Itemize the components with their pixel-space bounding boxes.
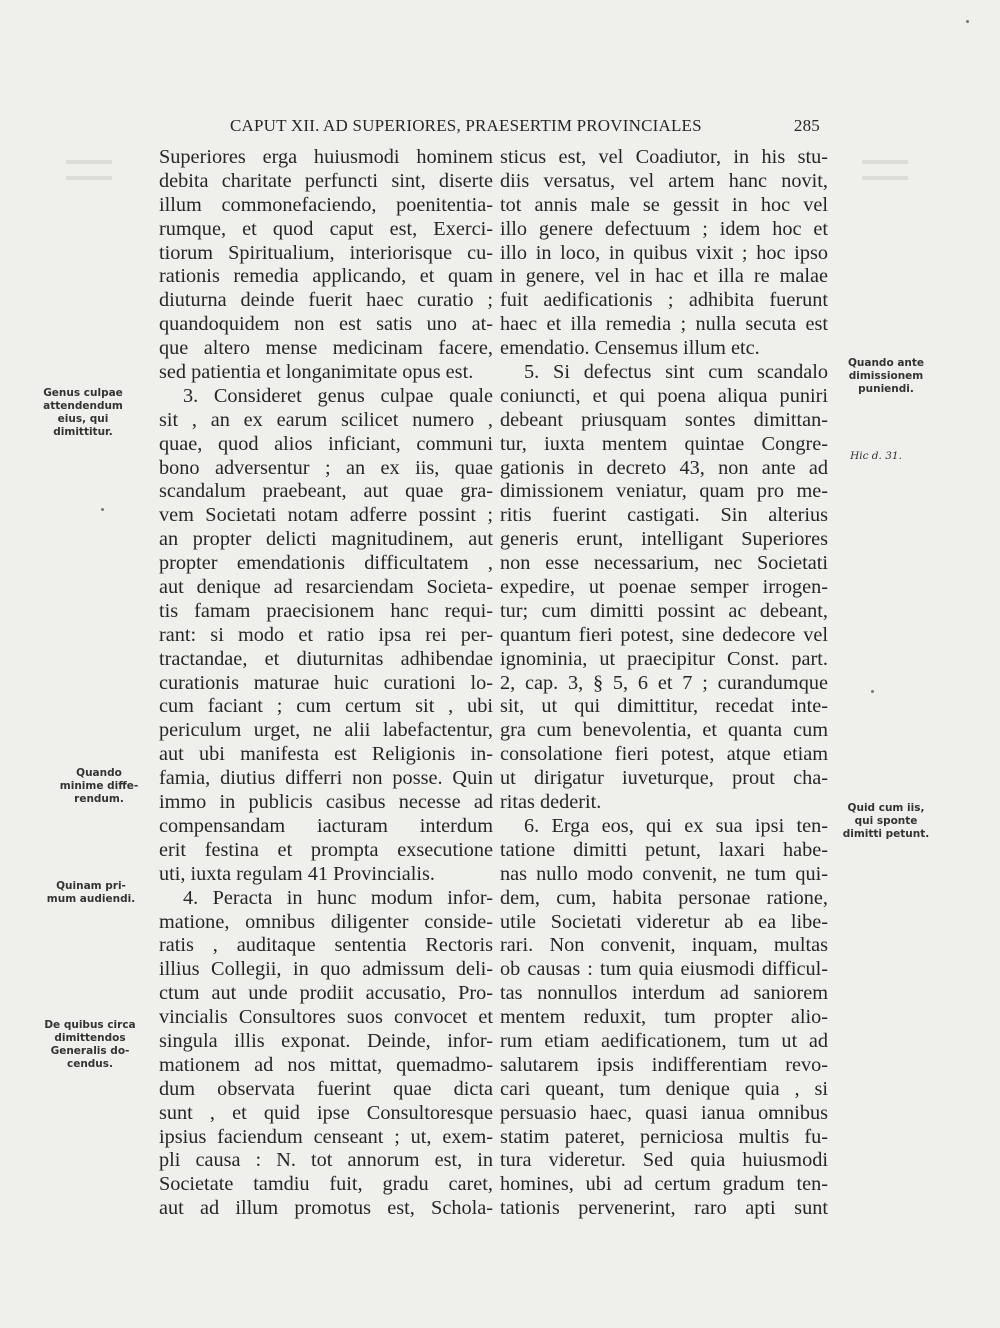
margin-note-line: Genus culpae xyxy=(43,387,123,399)
text-line: ritis fuerint castigati. Sin alterius xyxy=(500,504,828,527)
text-line: curationis maturae huic curationi lo- xyxy=(159,671,493,694)
margin-note-line: dimittendos xyxy=(54,1032,126,1044)
text-line: vincialis Consultores suos convocet et xyxy=(159,1006,493,1029)
text-line: debeant priusquam sontes dimittan- xyxy=(500,408,828,431)
text-line: utile Societati videretur ab ea libe- xyxy=(500,910,828,933)
text-line: 4. Peracta in hunc modum infor- xyxy=(183,886,493,909)
text-line: rant: si modo et ratio ipsa rei per- xyxy=(159,623,493,646)
margin-note-line: rendum. xyxy=(74,793,124,805)
text-line: aut ad illum promotus est, Schola- xyxy=(159,1197,493,1220)
margin-note-line: minime diffe- xyxy=(59,780,139,792)
margin-note-line: qui sponte xyxy=(854,815,918,827)
text-line: 5. Si defectus sint cum scandalo xyxy=(524,361,828,384)
text-line: 6. Erga eos, qui ex sua ipsi ten- xyxy=(524,814,828,837)
text-line: illo genere defectuum ; idem hoc et xyxy=(500,217,828,240)
text-line: fuit aedificationis ; adhibita fuerunt xyxy=(500,289,828,312)
margin-note-left-2 xyxy=(44,767,154,806)
text-line: tur; cum dimitti possint ac debeant, xyxy=(500,599,828,622)
text-line: tractandae, et diuturnitas adhibendae xyxy=(159,647,493,670)
text-line: quae, quod alios inficiant, communi xyxy=(159,432,493,455)
text-line: homines, ubi ad certum gradum ten- xyxy=(500,1173,828,1196)
text-line: periculum urget, ne alii labefactentur, xyxy=(159,719,493,742)
text-line: tiorum Spiritualium, interiorisque cu- xyxy=(159,241,493,264)
text-line: sunt , et quid ipse Consultoresque xyxy=(159,1101,493,1124)
text-line: nas nullo modo convenit, ne tum qui- xyxy=(500,862,828,885)
text-line: rumque, et quod caput est, Exerci- xyxy=(159,217,493,240)
text-line: compensandam iacturam interdum xyxy=(159,814,493,837)
margin-note-line: cendus. xyxy=(66,1058,114,1070)
text-line: pli causa : N. tot annorum est, in xyxy=(159,1149,493,1172)
running-head-title: CAPUT XII. AD SUPERIORES, PRAESERTIM PROVINCIALES xyxy=(230,116,702,135)
text-line: illum commonefaciendo, poenitentia- xyxy=(159,193,493,216)
text-line: consolatione fieri potest, atque etiam xyxy=(500,743,828,766)
text-line: in genere, vel in hac et illa re malae xyxy=(500,265,828,288)
text-line: debita charitate perfuncti sint, diserte xyxy=(159,169,493,192)
text-line: singula illis exponat. Deinde, infor- xyxy=(159,1029,493,1052)
text-line: mentem reduxit, tum propter alio- xyxy=(500,1006,828,1029)
page-number: 285 xyxy=(793,116,820,135)
text-line: ut dirigatur iuveturque, prout cha- xyxy=(500,767,828,790)
margin-note-line: De quibus circa xyxy=(44,1019,136,1031)
margin-note-line: Hic d. 31. xyxy=(850,450,902,462)
margin-note-line: attendendum xyxy=(43,400,123,412)
margin-note-right-1 xyxy=(836,357,936,396)
left-text-column xyxy=(159,146,493,1221)
ink-speck xyxy=(966,20,969,23)
text-line: an propter delicti magnitudinem, aut xyxy=(159,528,493,551)
text-line: dimissionem veniatur, quam pro me- xyxy=(500,480,828,503)
text-line: quantum fieri potest, sine dedecore vel xyxy=(500,623,828,646)
text-line: ctum aut unde prodiit accusatio, Pro- xyxy=(159,982,493,1005)
text-line: erit festina et prompta exsecutione xyxy=(159,838,493,861)
text-line: sticus est, vel Coadiutor, in his stu- xyxy=(500,146,828,168)
text-line: rari. Non convenit, inquam, multas xyxy=(500,934,828,957)
text-line: que altero mense medicinam facere, xyxy=(159,337,493,360)
text-line: dum observata fuerint quae dicta xyxy=(159,1077,493,1100)
text-line: cum faciant ; cum certum sit , ubi xyxy=(159,695,493,718)
text-line: rationis remedia applicando, et quam xyxy=(159,265,493,288)
margin-note-left-3 xyxy=(36,880,146,906)
text-line: quandoquidem non est satis uno at- xyxy=(159,313,493,336)
text-line: non esse necessarium, nec Societati xyxy=(500,552,828,575)
text-line: scandalum praebeant, aut quae gra- xyxy=(159,480,493,503)
show-through-mark xyxy=(862,176,908,180)
text-line: tis famam praecisionem hanc requi- xyxy=(159,599,493,622)
text-line: bono adversentur ; an ex iis, quae xyxy=(159,456,493,479)
text-line: salutarem ipsis indifferentiam revo- xyxy=(500,1053,828,1076)
right-text-column xyxy=(500,146,828,1221)
text-line: expedire, ut poenae semper irrogen- xyxy=(500,576,828,599)
margin-note-line: mum audiendi. xyxy=(46,893,136,905)
margin-note-right-2 xyxy=(836,450,916,463)
text-line: dem, cum, habita personae ratione, xyxy=(500,886,828,909)
text-line: vem Societati notam adferre possint ; xyxy=(159,504,493,527)
text-line: diuturna deinde fuerit haec curatio ; xyxy=(159,289,493,312)
text-line: immo in publicis casibus necesse ad xyxy=(159,791,493,814)
text-line: rum etiam aedificationem, tum ut ad xyxy=(500,1029,828,1052)
running-head xyxy=(230,116,830,142)
text-line: illo in loco, in quibus vixit ; hoc ipso xyxy=(500,241,828,264)
margin-note-line: dimittitur. xyxy=(53,426,113,438)
text-line: tura videretur. Sed quia huiusmodi xyxy=(500,1149,828,1172)
text-line: sit , an ex earum scilicet numero , xyxy=(159,408,493,431)
margin-note-left-4 xyxy=(26,1019,154,1071)
text-line: mationem ad nos mittat, quemadmo- xyxy=(159,1053,493,1076)
text-line: emendatio. Censemus illum etc. xyxy=(500,337,760,360)
text-line: Superiores erga huiusmodi hominem xyxy=(159,146,493,168)
margin-note-line: dimitti petunt. xyxy=(842,828,930,840)
margin-note-line: Generalis do- xyxy=(50,1045,130,1057)
margin-note-line: dimissionem xyxy=(848,370,924,382)
text-line: ignominia, ut praecipitur Const. part. xyxy=(500,647,828,670)
text-line: ob causas : tum quia eiusmodi difficul- xyxy=(500,958,828,981)
text-line: gra cum benevolentia, et quanta cum xyxy=(500,719,828,742)
text-line: coniuncti, et qui poena aliqua puniri xyxy=(500,384,828,407)
ink-speck xyxy=(101,508,104,511)
ink-speck xyxy=(871,690,874,693)
text-line: famia, diutius differri non posse. Quin xyxy=(159,767,493,790)
text-line: ritas dederit. xyxy=(500,791,602,814)
text-line: cari queant, tum denique quia , si xyxy=(500,1077,828,1100)
margin-note-line: Quinam pri- xyxy=(56,880,126,892)
margin-note-line: eius, qui xyxy=(57,413,109,425)
margin-note-line: Quid cum iis, xyxy=(847,802,925,814)
text-line: illius Collegii, in quo admissum deli- xyxy=(159,958,493,981)
text-line: ratis , auditaque sententia Rectoris xyxy=(159,934,493,957)
text-line: tationis pervenerint, raro apti sunt xyxy=(500,1197,828,1220)
text-line: uti, iuxta regulam 41 Provincialis. xyxy=(159,862,436,885)
text-line: propter emendationis difficultatem , xyxy=(159,552,493,575)
text-line: Societate tamdiu fuit, gradu caret, xyxy=(159,1173,493,1196)
text-line: 3. Consideret genus culpae quale xyxy=(183,384,493,407)
text-line: tatione dimitti petunt, laxari habe- xyxy=(500,838,828,861)
text-line: persuasio haec, quasi ianua omnibus xyxy=(500,1101,828,1124)
text-line: tot annis male se gessit in hoc vel xyxy=(500,193,828,216)
text-line: aut denique ad resarciendam Societa- xyxy=(159,576,493,599)
margin-note-right-3 xyxy=(836,802,936,841)
text-line: 2, cap. 3, § 5, 6 et 7 ; curandumque xyxy=(500,671,828,694)
show-through-mark xyxy=(862,160,908,164)
margin-note-line: Quando ante xyxy=(847,357,925,369)
text-line: gationis in decreto 43, non ante ad xyxy=(500,456,828,479)
text-line: aut ubi manifesta est Religionis in- xyxy=(159,743,493,766)
text-line: matione, omnibus diligenter conside- xyxy=(159,910,493,933)
show-through-mark xyxy=(66,176,112,180)
margin-note-left-1 xyxy=(28,387,138,439)
text-line: generis erunt, intelligant Superiores xyxy=(500,528,828,551)
text-line: ipsius faciendum censeant ; ut, exem- xyxy=(159,1125,493,1148)
show-through-mark xyxy=(66,160,112,164)
text-line: haec et illa remedia ; nulla secuta est xyxy=(500,313,828,336)
text-line: sit, ut qui dimittitur, recedat inte- xyxy=(500,695,828,718)
text-line: tas nonnullos interdum ad saniorem xyxy=(500,982,828,1005)
text-line: tur, iuxta mentem quintae Congre- xyxy=(500,432,828,455)
text-line: sed patientia et longanimitate opus est. xyxy=(159,361,474,384)
margin-note-line: puniendi. xyxy=(858,383,914,395)
text-line: statim pateret, perniciosa multis fu- xyxy=(500,1125,828,1148)
margin-note-line: Quando xyxy=(76,767,122,779)
text-line: diis versatus, vel artem hanc novit, xyxy=(500,169,828,192)
